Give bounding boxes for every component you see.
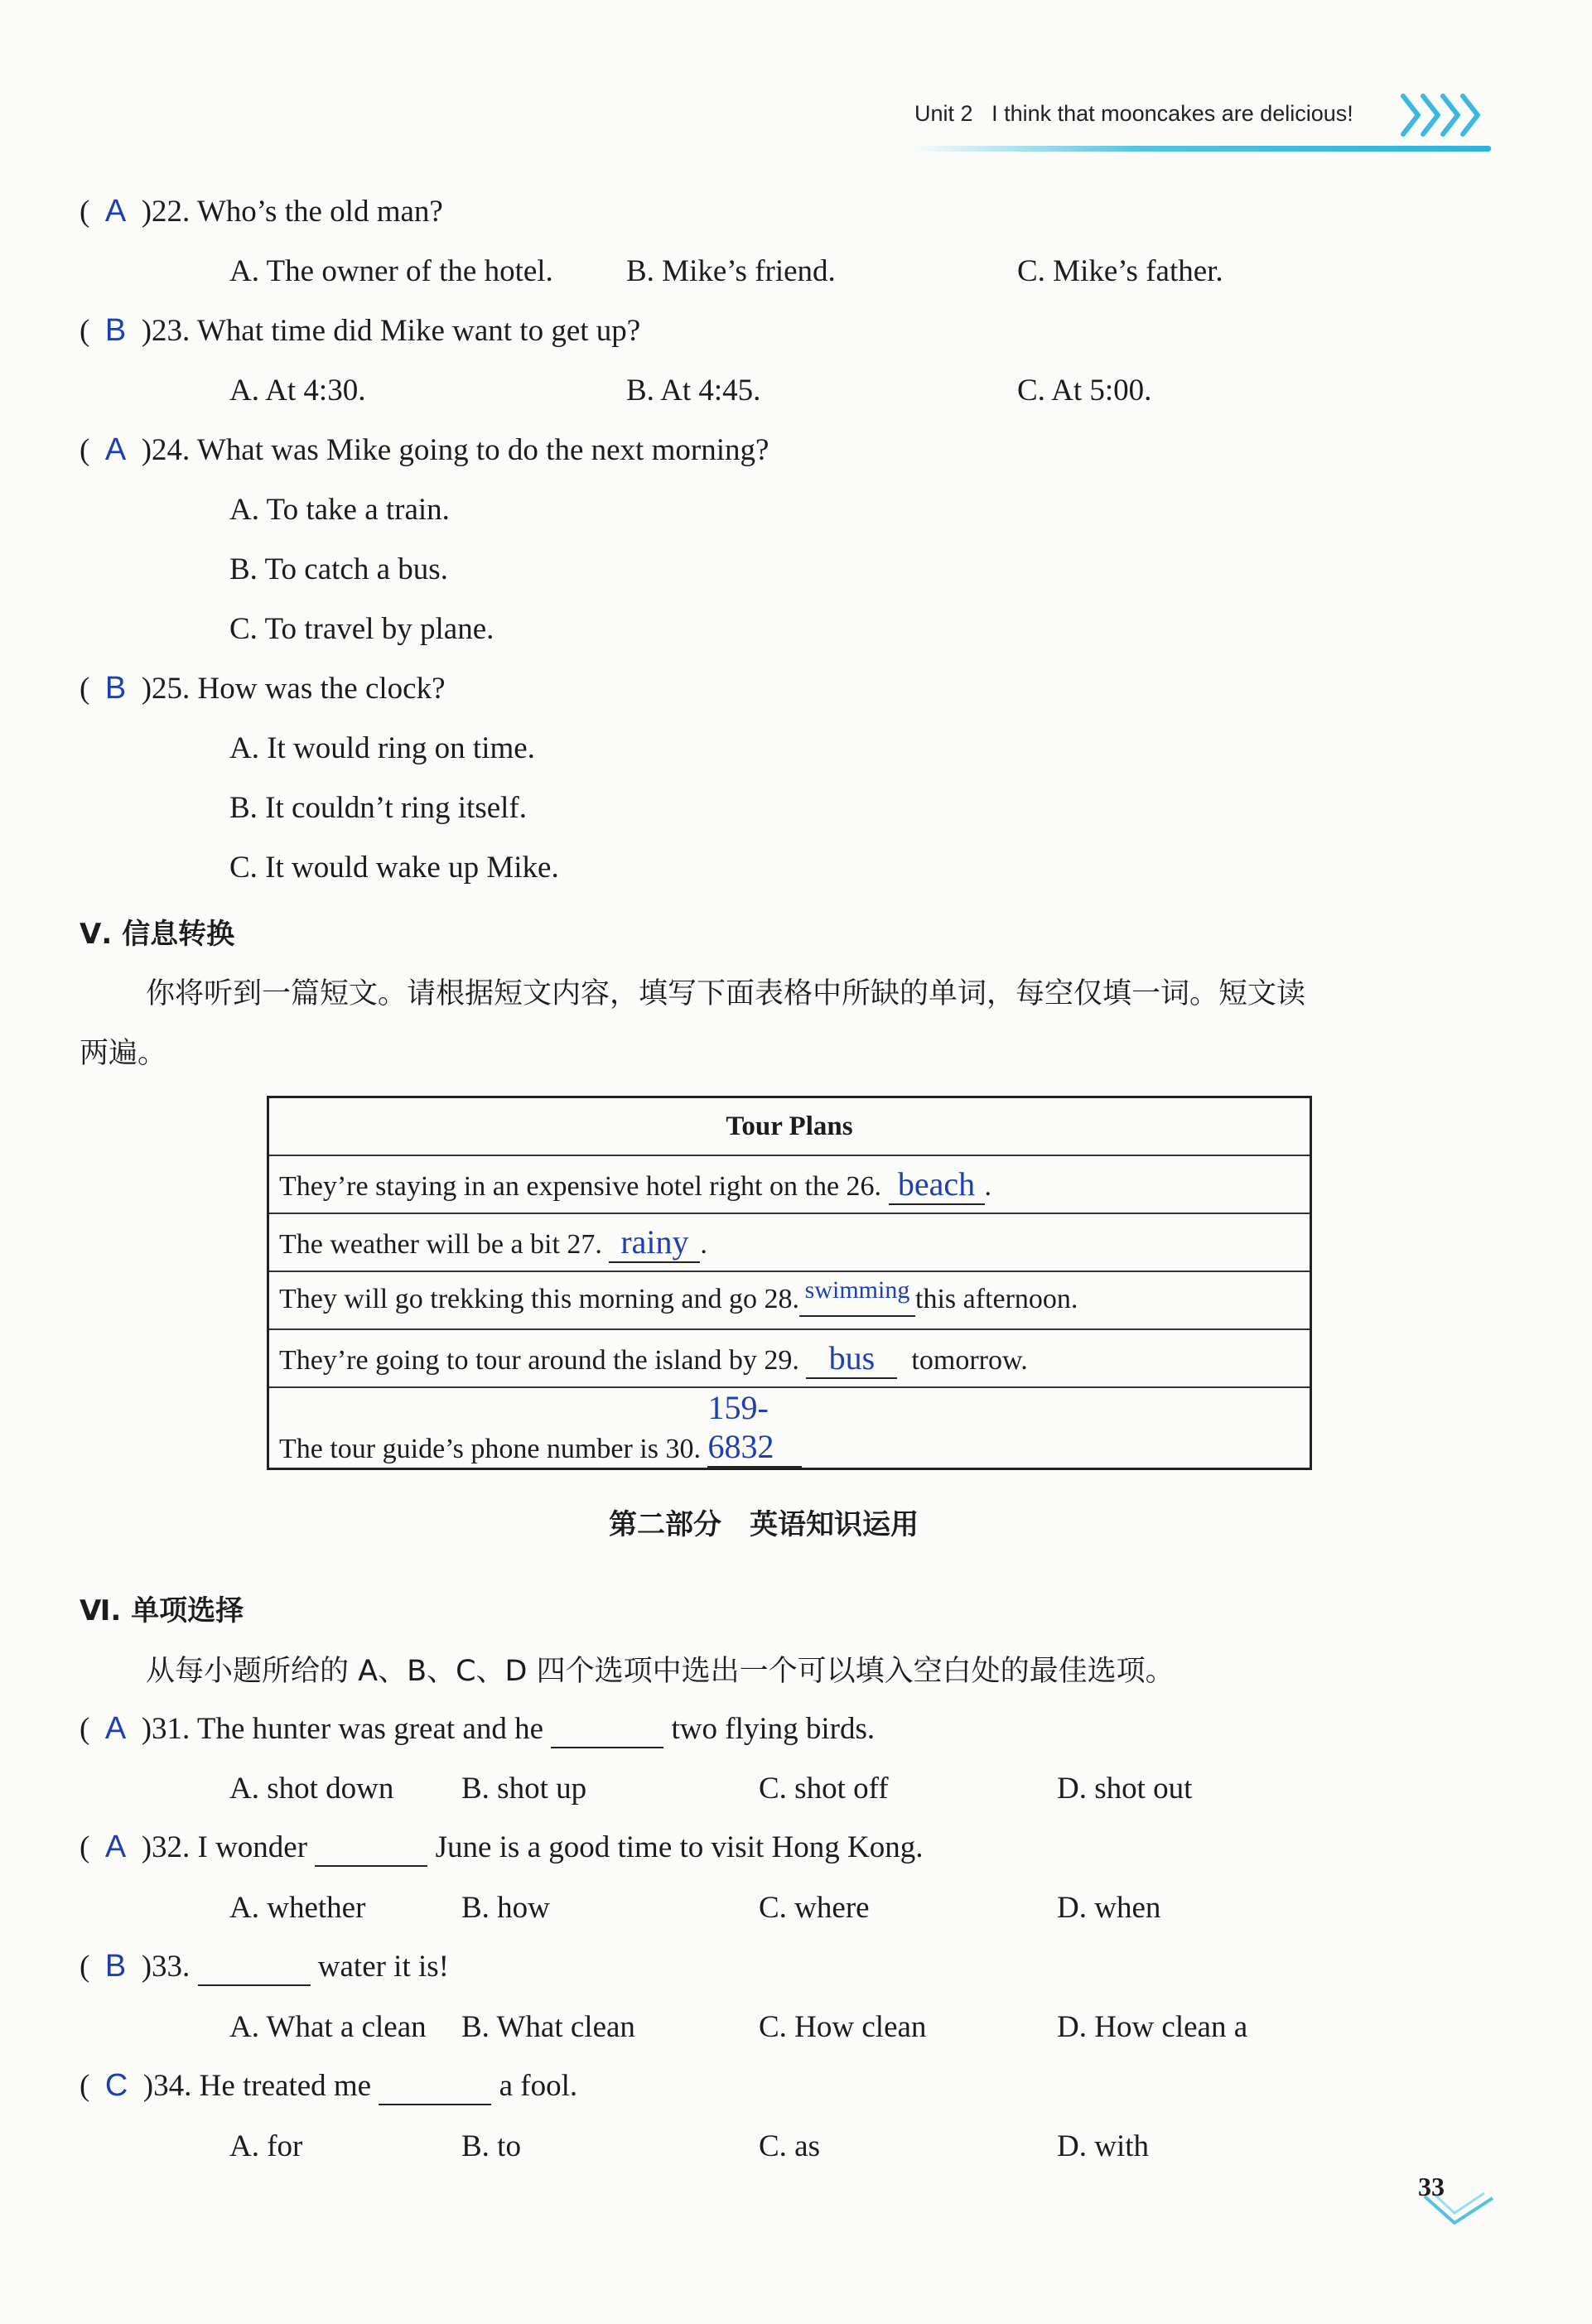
q22-option-b: B. Mike’s friend. [626,254,836,288]
table-row: They’re staying in an expensive hotel right on the 26. beach . [268,1155,1311,1213]
q23-option-a: A. At 4:30. [229,374,366,407]
answer-28: swimming [804,1276,910,1304]
answer-34: C [104,2068,128,2103]
section-5-instruction-cont: 两遍。 [80,1037,167,1070]
blank-26 [889,1164,985,1205]
q33-option-a: A. What a clean [229,2010,427,2044]
blank-33 [198,1949,311,1986]
q34-option-a: A. for [229,2129,303,2163]
answer-22: A [104,194,127,229]
q32-option-c: C. where [759,1891,870,1925]
question-22-text: Who’s the old man? [196,195,443,229]
answer-24: A [104,432,127,467]
q31-option-a: A. shot down [229,1772,394,1806]
blank-34 [379,2068,491,2105]
q24-option-b: B. To catch a bus. [229,552,448,586]
blank-29 [806,1338,897,1379]
question-31: ( A )31. The hunter was great and he two flying birds. [80,1711,875,1748]
answer-27: rainy [620,1222,689,1261]
q33-option-d: D. How clean a [1057,2010,1248,2044]
q22-option-c: C. Mike’s father. [1017,254,1223,288]
table-row: They’re going to tour around the island by 29. bus tomorrow. [268,1329,1311,1387]
question-22: ( A )22. Who’s the old man? [80,194,443,229]
part-2-title: 第二部分 英语知识运用 [609,1508,919,1541]
q24-option-c: C. To travel by plane. [229,612,494,646]
answer-29: bus [828,1338,876,1377]
header-rule [911,146,1491,152]
q31-option-b: B. shot up [461,1772,587,1806]
question-24-text: What was Mike going to do the next morning? [196,433,769,467]
answer-32: A [104,1830,127,1864]
page-number: 33 [1418,2172,1445,2201]
q34-option-d: D. with [1057,2129,1149,2163]
answer-31: A [104,1711,127,1746]
blank-27 [609,1222,700,1263]
chevrons-icon [1397,86,1496,144]
question-24: ( A )24. What was Mike going to do the next morning? [80,432,769,467]
q31-option-c: C. shot off [759,1772,889,1806]
unit-title: I think that mooncakes are delicious! [991,101,1353,126]
q31-option-d: D. shot out [1057,1772,1193,1806]
question-23-text: What time did Mike want to get up? [196,314,641,348]
q25-option-c: C. It would wake up Mike. [229,851,559,885]
table-row: They will go trekking this morning and go 28. swimming this afternoon. [268,1271,1311,1329]
question-33: ( B )33. water it is! [80,1949,449,1986]
q24-option-a: A. To take a train. [229,493,450,527]
section-5-instruction: 你将听到一篇短文。请根据短文内容，填写下面表格中所缺的单词，每空仅填一词。短文读 [146,977,1306,1010]
q32-option-b: B. how [461,1891,550,1925]
q34-option-b: B. to [461,2129,521,2163]
table-header-row [268,1097,1311,1156]
table-row: The tour guide’s phone number is 30. 159-6832 [268,1387,1311,1469]
question-23: ( B )23. What time did Mike want to get up? [80,313,641,348]
answer-23: B [104,313,127,348]
q34-option-c: C. as [759,2129,820,2163]
blank-28 [799,1276,915,1317]
q23-option-b: B. At 4:45. [626,374,761,407]
question-34: ( C )34. He treated me a fool. [80,2068,577,2105]
q25-option-b: B. It couldn’t ring itself. [229,791,527,825]
section-6-heading: Ⅵ. 单项选择 [80,1594,244,1627]
tour-plans-table [267,1096,1312,1470]
answer-33: B [104,1949,127,1984]
q32-option-a: A. whether [229,1891,366,1925]
q32-option-d: D. when [1057,1891,1161,1925]
q33-option-c: C. How clean [759,2010,927,2044]
q25-option-a: A. It would ring on time. [229,731,535,765]
answer-30: 159-6832 [707,1389,774,1465]
table-row: The weather will be a bit 27. rainy . [268,1213,1311,1271]
question-25-text: How was the clock? [197,672,446,706]
blank-32 [315,1830,427,1867]
section-6-instruction: 从每小题所给的 A、B、C、D 四个选项中选出一个可以填入空白处的最佳选项。 [146,1655,1175,1688]
answer-25: B [104,671,127,706]
running-header [914,101,1353,127]
answer-26: beach [897,1164,976,1203]
q22-option-a: A. The owner of the hotel. [229,254,553,288]
q33-option-b: B. What clean [461,2010,635,2044]
question-25: ( B )25. How was the clock? [80,671,446,706]
question-32: ( A )32. I wonder June is a good time to visit Hong Kong. [80,1830,923,1867]
q23-option-c: C. At 5:00. [1017,374,1152,407]
blank-30 [707,1388,802,1468]
blank-31 [551,1711,663,1748]
section-5-heading: Ⅴ. 信息转换 [80,918,235,951]
table-title: Tour Plans [268,1097,1311,1156]
unit-label: Unit 2 [914,101,973,126]
